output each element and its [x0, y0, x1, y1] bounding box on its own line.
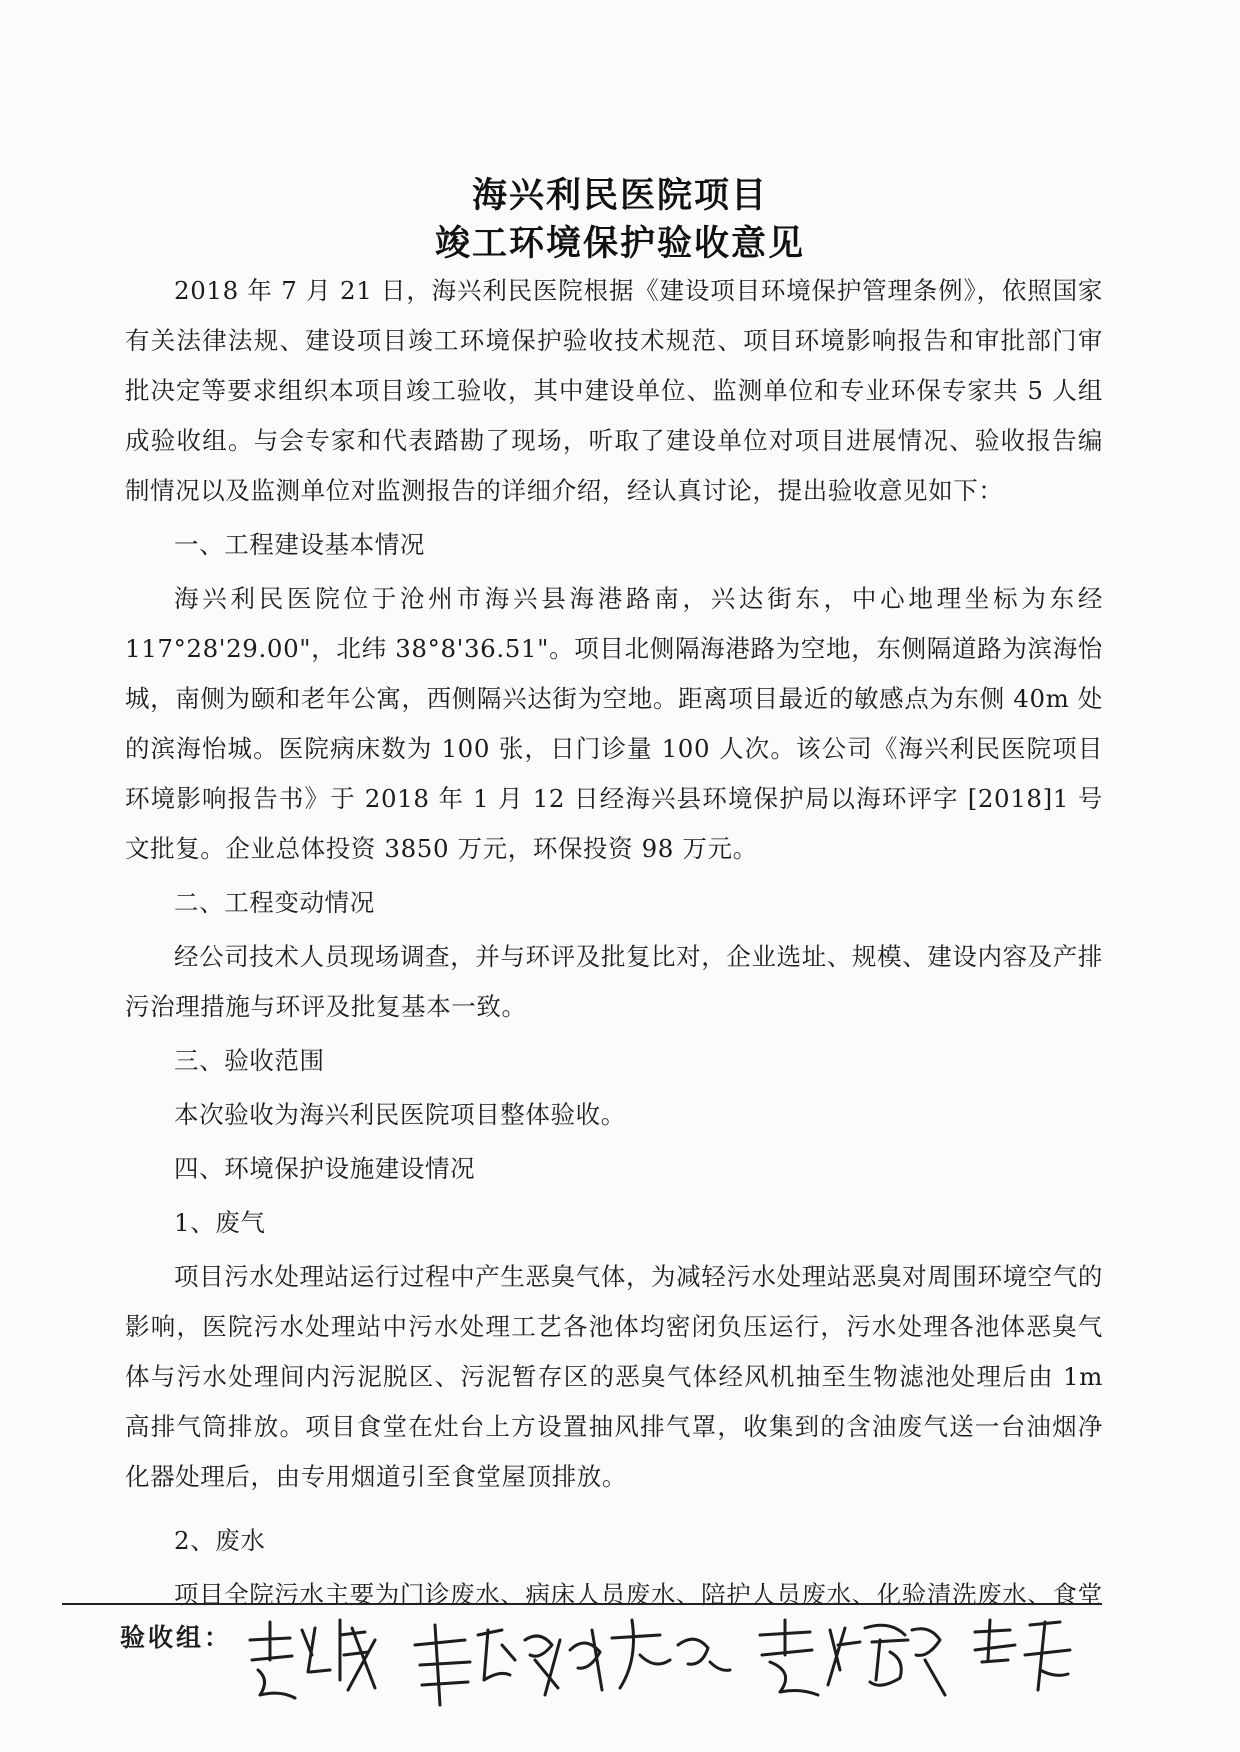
paragraph-intro: 2018 年 7 月 21 日，海兴利民医院根据《建设项目环境保护管理条例》，依照国家有关法律法规、建设项目竣工环境保护验收技术规范、项目环境影响报告和审批部门审批决定等要求组织本项目竣工验收，其中建设单位、监测单位和专业环保专家共 5 人组成验收组。与会专家和代表踏勘了现场，听取了建设单位对项目进展情况、验收报告编制情况以及监测单位对监测报告的详细介绍，经认真讨论，提出验收意见如下：: [125, 276, 1103, 505]
paragraph-wastewater: 项目全院污水主要为门诊废水、病床人员废水、陪护人员废水、化验清洗废水、食堂: [174, 1580, 1103, 1609]
section-heading-4: 四、环境保护设施建设情况: [174, 1154, 476, 1183]
document-title-line1: 海兴利民医院项目: [471, 176, 768, 216]
paragraph-basic-info: 海兴利民医院位于沧州市海兴县海港路南，兴达街东，中心地理坐标为东经 117°28'29.00"，北纬 38°8'36.51"。项目北侧隔海港路为空地，东侧隔道路为滨海怡城，南侧为颐和老年公寓，西侧隔兴达街为空地。距离项目最近的敏感点为东侧 40m 处的滨海怡城。医院病床数为 100 张，日门诊量 100 人次。该公司《海兴利民医院项目环境影响报告书》于 2018 年 1 月 12 日经海兴县环境保护局以海环评字 [2018]1 号文批复。企业总体投资 3850 万元，环保投资 98 万元。: [125, 584, 1103, 863]
subsection-heading-exhaust: 1、废气: [174, 1208, 266, 1237]
paragraph-scope: 本次验收为海兴利民医院项目整体验收。: [174, 1100, 626, 1129]
section-heading-3: 三、验收范围: [174, 1046, 325, 1075]
paragraph-exhaust: 项目污水处理站运行过程中产生恶臭气体，为减轻污水处理站恶臭对周围环境空气的影响，医院污水处理站中污水处理工艺各池体均密闭负压运行，污水处理各池体恶臭气体与污水处理间内污泥脱区、污泥暂存区的恶臭气体经风机抽至生物滤池处理后由 1m 高排气筒排放。项目食堂在灶台上方设置抽风排气罩，收集到的含油废气送一台油烟净化器处理后，由专用烟道引至食堂屋顶排放。: [125, 1262, 1103, 1491]
section-heading-2: 二、工程变动情况: [174, 888, 375, 917]
signature-1: [250, 1620, 375, 1698]
acceptance-group-label: 验收组：: [120, 1623, 233, 1652]
document-body: [125, 266, 1103, 1624]
document-title-line2: 竣工环境保护验收意见: [434, 224, 805, 264]
signature-3: [760, 1620, 945, 1695]
signatures-svg: [240, 1600, 1100, 1710]
paragraph-changes: 经公司技术人员现场调查，并与环评及批复比对，企业选址、规模、建设内容及产排污治理措施与环评及批复基本一致。: [125, 942, 1103, 1021]
handwritten-signatures: [240, 1600, 1100, 1710]
signature-4: [975, 1620, 1070, 1690]
section-heading-1: 一、工程建设基本情况: [174, 530, 425, 559]
signature-2: [415, 1620, 730, 1705]
subsection-heading-wastewater: 2、废水: [174, 1526, 266, 1555]
